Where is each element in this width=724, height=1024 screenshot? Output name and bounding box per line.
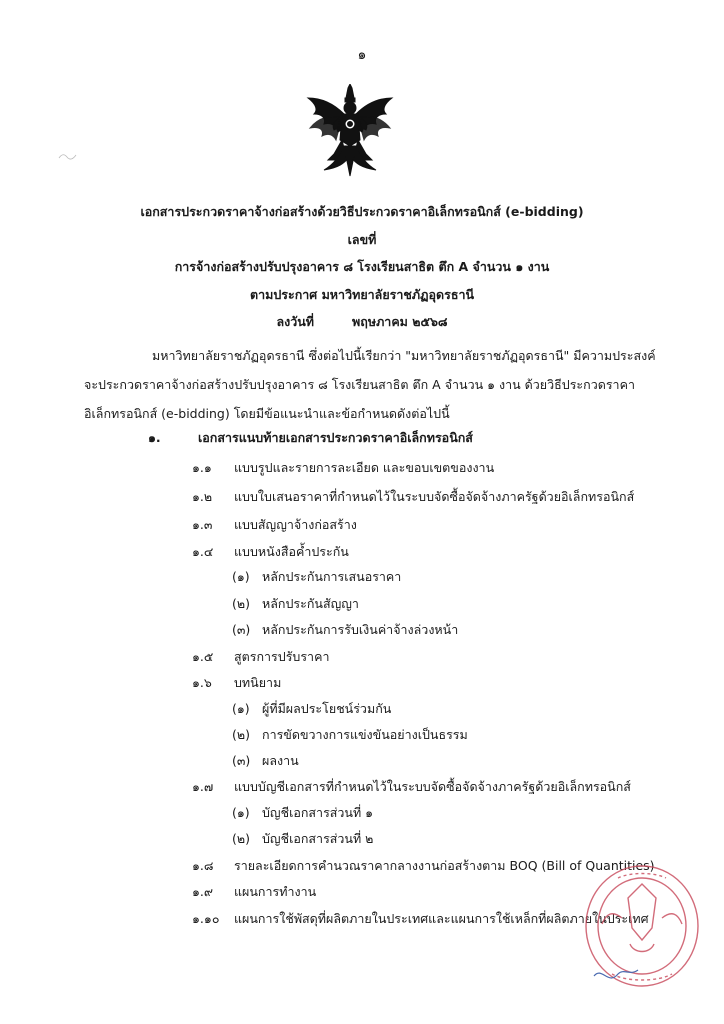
item-text: หลักประกันสัญญา	[262, 596, 359, 611]
item-text: บัญชีเอกสารส่วนที่ ๑	[262, 805, 374, 820]
item-number: (๑)	[232, 569, 250, 584]
list-item	[192, 458, 494, 478]
item-number: ๑.๙	[192, 884, 214, 899]
date-value: พฤษภาคม ๒๕๖๘	[352, 314, 448, 329]
item-number: ๑.๕	[192, 649, 214, 664]
sub-list-item	[232, 829, 373, 849]
item-number: ๑.๗	[192, 779, 214, 794]
item-text: ผู้ที่มีผลประโยชน์ร่วมกัน	[262, 701, 392, 716]
item-text: แบบบัญชีเอกสารที่กำหนดไว้ในระบบจัดซื้อจัดจ้างภาครัฐด้วยอิเล็กทรอนิกส์	[234, 779, 631, 794]
item-number: ๑.๔	[192, 544, 214, 559]
date-label: ลงวันที่	[276, 314, 315, 329]
item-number: (๑)	[232, 701, 250, 716]
item-text: หลักประกันการเสนอราคา	[262, 569, 402, 584]
project-title: การจ้างก่อสร้างปรับปรุงอาคาร ๘ โรงเรียนสาธิต ตึก A จำนวน ๑ งาน	[174, 259, 550, 274]
item-number: (๓)	[232, 753, 251, 768]
item-text: แบบหนังสือค้ำประกัน	[234, 544, 349, 559]
intro-line-3: อิเล็กทรอนิกส์ (e-bidding) โดยมีข้อแนะนำและข้อกำหนดดังต่อไปนี้	[84, 406, 450, 421]
item-number: (๑)	[232, 805, 250, 820]
list-item	[192, 515, 357, 535]
item-text: การขัดขวางการแข่งขันอย่างเป็นธรรม	[262, 727, 468, 742]
item-number: ๑.๖	[192, 675, 212, 690]
item-text: รายละเอียดการคำนวณราคากลางงานก่อสร้างตาม BOQ (Bill of Quantities)	[234, 858, 655, 873]
announcement-line: ตามประกาศ มหาวิทยาลัยราชภัฏอุดรธานี	[249, 286, 475, 302]
list-item	[192, 777, 631, 797]
item-text: แผนการทำงาน	[234, 884, 317, 899]
section-number: ๑.	[148, 430, 161, 445]
item-text: แบบรูปและรายการละเอียด และขอบเขตของงาน	[234, 460, 495, 475]
list-item	[192, 487, 634, 507]
item-number: (๓)	[232, 622, 251, 637]
item-text: สูตรการปรับราคา	[234, 649, 330, 664]
list-item	[192, 673, 281, 693]
list-item	[192, 882, 316, 902]
item-text: ผลงาน	[262, 753, 299, 768]
section-1-title	[148, 428, 473, 448]
scan-mark	[58, 150, 78, 162]
sub-list-item	[232, 803, 373, 823]
sub-list-item	[232, 620, 458, 640]
item-number: ๑.๑๐	[192, 911, 220, 926]
item-number: ๑.๓	[192, 517, 213, 532]
sub-list-item	[232, 751, 299, 771]
document-number-label: เลขที่	[347, 231, 377, 247]
list-item	[192, 647, 329, 667]
university-seal-stamp	[572, 858, 702, 998]
item-text: แบบใบเสนอราคาที่กำหนดไว้ในระบบจัดซื้อจัดจ้างภาครัฐด้วยอิเล็กทรอนิกส์	[234, 489, 635, 504]
sub-list-item	[232, 567, 401, 587]
list-item	[192, 542, 349, 562]
item-number: ๑.๑	[192, 460, 212, 475]
item-number: (๒)	[232, 596, 250, 611]
garuda-emblem-icon	[304, 84, 396, 180]
intro-line-2: จะประกวดราคาจ้างก่อสร้างปรับปรุงอาคาร ๘ โรงเรียนสาธิต ตึก A จำนวน ๑ งาน ด้วยวิธีประกวดราคา	[84, 377, 635, 392]
item-text: แบบสัญญาจ้างก่อสร้าง	[234, 517, 357, 532]
intro-line-1: มหาวิทยาลัยราชภัฏอุดรธานี ซึ่งต่อไปนี้เรียกว่า "มหาวิทยาลัยราชภัฏอุดรธานี" มีความประสงค์	[152, 348, 656, 363]
sub-list-item	[232, 725, 468, 745]
sub-list-item	[232, 699, 391, 719]
item-text: บทนิยาม	[234, 675, 282, 690]
item-number: (๒)	[232, 727, 250, 742]
item-number: (๒)	[232, 831, 250, 846]
document-title: เอกสารประกวดราคาจ้างก่อสร้างด้วยวิธีประกวดราคาอิเล็กทรอนิกส์ (e-bidding)	[140, 204, 584, 219]
item-text: แผนการใช้พัสดุที่ผลิตภายในประเทศและแผนการใช้เหล็กที่ผลิตภายในประเทศ	[234, 911, 649, 926]
sub-list-item	[232, 594, 359, 614]
item-text: หลักประกันการรับเงินค่าจ้างล่วงหน้า	[262, 622, 459, 637]
item-number: ๑.๒	[192, 489, 213, 504]
item-text: บัญชีเอกสารส่วนที่ ๒	[262, 831, 374, 846]
date-line	[0, 308, 724, 336]
item-number: ๑.๘	[192, 858, 214, 873]
section-heading: เอกสารแนบท้ายเอกสารประกวดราคาอิเล็กทรอนิกส์	[198, 430, 473, 445]
page-number: ๑	[357, 47, 367, 63]
document-header	[0, 198, 724, 336]
